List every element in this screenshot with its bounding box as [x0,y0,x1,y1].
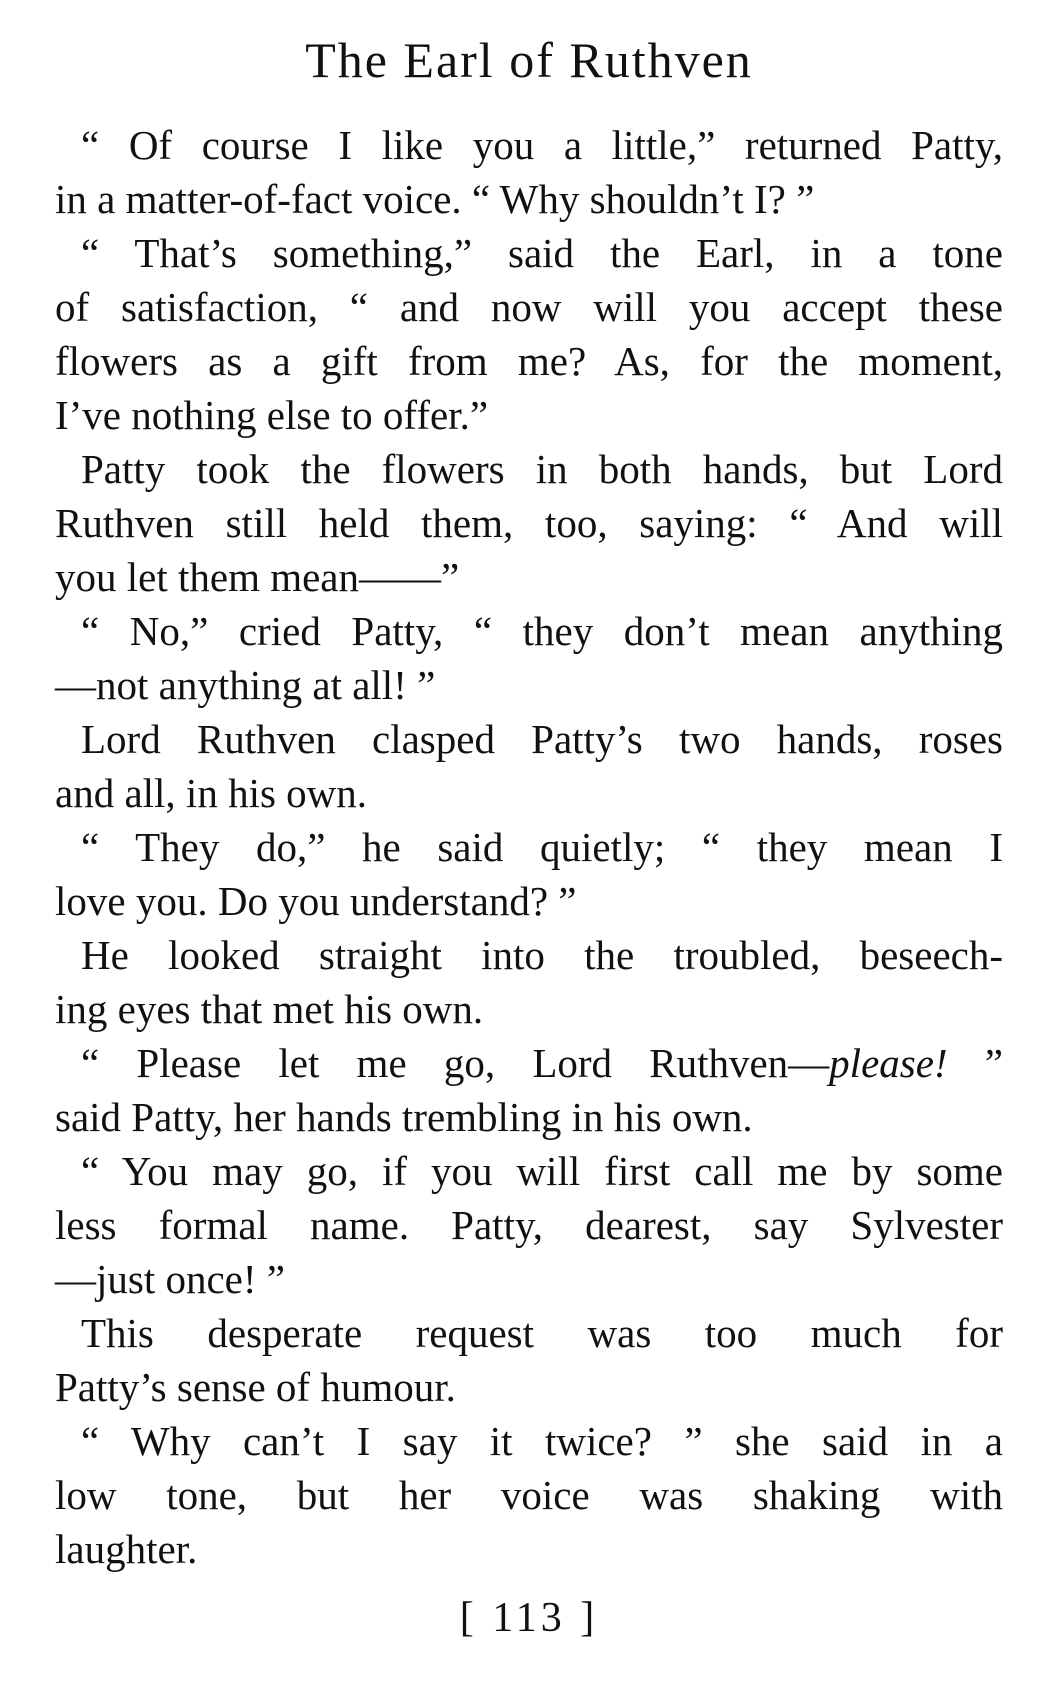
page-number: [ 113 ] [459,1595,599,1641]
text-segment: ” [947,1040,1003,1086]
text-line: “ They do,” he said quietly; “ they mean I [81,824,1003,870]
text-line: laughter. [55,1526,198,1572]
text-line: of satisfaction, “ and now will you accept these [55,284,1003,330]
text-line: low tone, but her voice was shaking with [55,1472,1003,1518]
text-line: He looked straight into the troubled, beseech- [81,932,1003,978]
text-line: “ You may go, if you will first call me by some [81,1148,1003,1194]
running-head: The Earl of Ruthven [305,32,753,88]
text-line: —just once! ” [55,1256,285,1302]
text-line: Patty’s sense of humour. [55,1364,456,1410]
text-line: “ Why can’t I say it twice? ” she said in a [81,1418,1003,1464]
text-line: ing eyes that met his own. [55,986,484,1032]
text-segment: “ Please let me go, Lord Ruthven— [81,1040,830,1086]
book-page [55,0,1003,1688]
text-line: you let them mean——” [55,554,460,600]
text-line: Ruthven still held them, too, saying: “ And will [55,500,1003,546]
text-line: “ No,” cried Patty, “ they don’t mean anything [81,608,1003,654]
body-text [55,118,1003,1576]
text-line: flowers as a gift from me? As, for the moment, [55,338,1003,384]
italic-text: please! [829,1040,948,1086]
text-line: less formal name. Patty, dearest, say Sylvester [55,1202,1003,1248]
text-line: “ That’s something,” said the Earl, in a tone [81,230,1003,276]
text-line: I’ve nothing else to offer.” [55,392,489,438]
text-line: “ Of course I like you a little,” returned Patty, [81,122,1003,168]
text-line: This desperate request was too much for [81,1310,1003,1356]
text-line: Patty took the flowers in both hands, but Lord [81,446,1003,492]
text-line: love you. Do you understand? ” [55,878,577,924]
text-line: and all, in his own. [55,770,368,816]
text-line [55,1036,1003,1090]
text-line: in a matter-of-fact voice. “ Why shouldn’t I? ” [55,176,815,222]
text-line: Lord Ruthven clasped Patty’s two hands, roses [81,716,1003,762]
text-line: said Patty, her hands trembling in his own. [55,1094,753,1140]
text-line: —not anything at all! ” [55,662,436,708]
